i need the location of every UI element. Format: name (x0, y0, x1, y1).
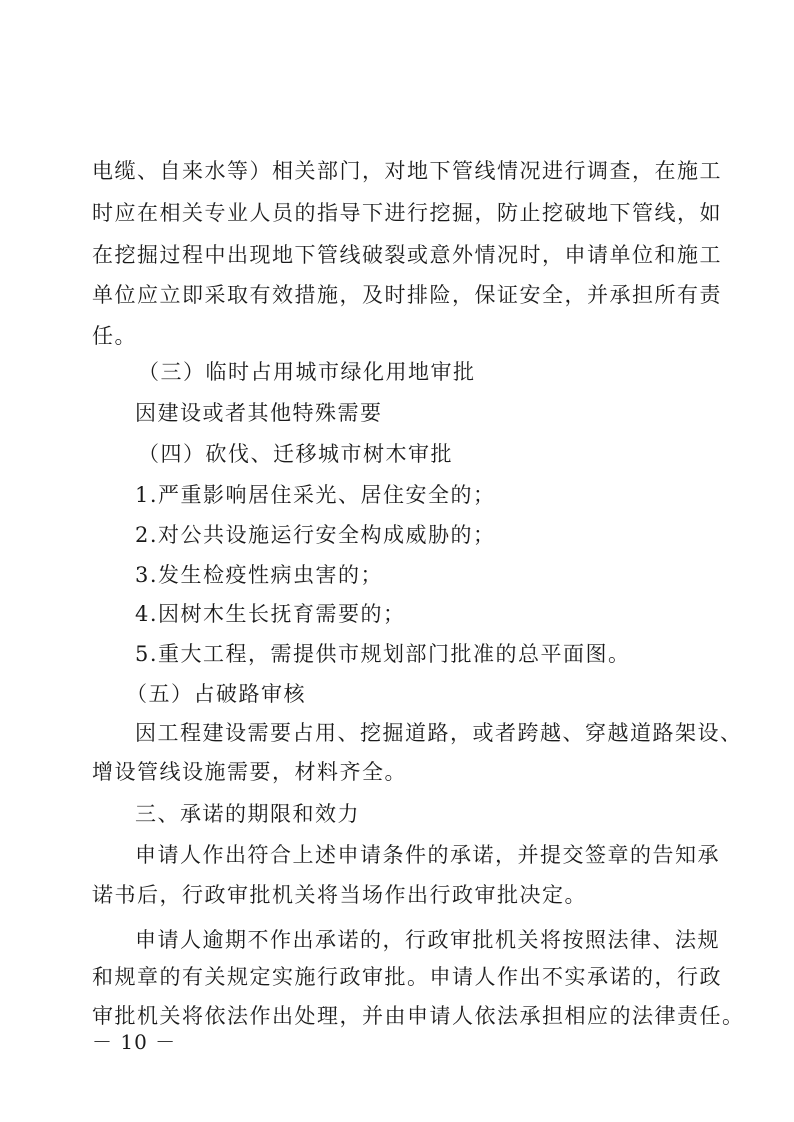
body-line: 因建设或者其他特殊需要 (135, 401, 383, 425)
section-heading: 三、承诺的期限和效力 (135, 802, 360, 826)
body-line: 和规章的有关规定实施行政审批。申请人作出不实承诺的，行政 (92, 965, 722, 989)
body-line: 时应在相关专业人员的指导下进行挖掘，防止挖破地下管线，如 (92, 201, 722, 225)
section-heading: （五）占破路审核 (126, 682, 306, 706)
list-item: 4.因树木生长抚育需要的； (135, 602, 406, 626)
body-line: 在挖掘过程中出现地下管线破裂或意外情况时，申请单位和施工 (92, 243, 722, 267)
list-item: 1.严重影响居住采光、居住安全的； (135, 483, 496, 507)
body-line: 诺书后，行政审批机关将当场作出行政审批决定。 (92, 883, 587, 907)
body-line: 因工程建设需要占用、挖掘道路，或者跨越、穿越道路架设、 (135, 721, 743, 745)
list-item: 2.对公共设施运行安全构成威胁的； (135, 523, 496, 547)
list-item: 5.重大工程，需提供市规划部门批准的总平面图。 (135, 642, 631, 666)
list-item: 3.发生检疫性病虫害的； (135, 563, 384, 587)
body-line: 申请人作出符合上述申请条件的承诺，并提交签章的告知承 (135, 843, 720, 867)
body-line: 增设管线设施需要，材料齐全。 (92, 760, 407, 784)
body-line: 申请人逾期不作出承诺的，行政审批机关将按照法律、法规 (135, 928, 720, 952)
page-number: － 10 － (92, 1030, 177, 1054)
body-line: 电缆、自来水等）相关部门，对地下管线情况进行调查，在施工 (92, 159, 722, 183)
body-line: 审批机关将依法作出处理，并由申请人依法承担相应的法律责任。 (92, 1004, 745, 1028)
section-heading: （三）临时占用城市绿化用地审批 (138, 360, 476, 384)
body-line: 任。 (92, 324, 137, 348)
section-heading: （四）砍伐、迁移城市树木审批 (138, 442, 453, 466)
body-line: 单位应立即采取有效措施，及时排险，保证安全，并承担所有责 (92, 283, 722, 307)
